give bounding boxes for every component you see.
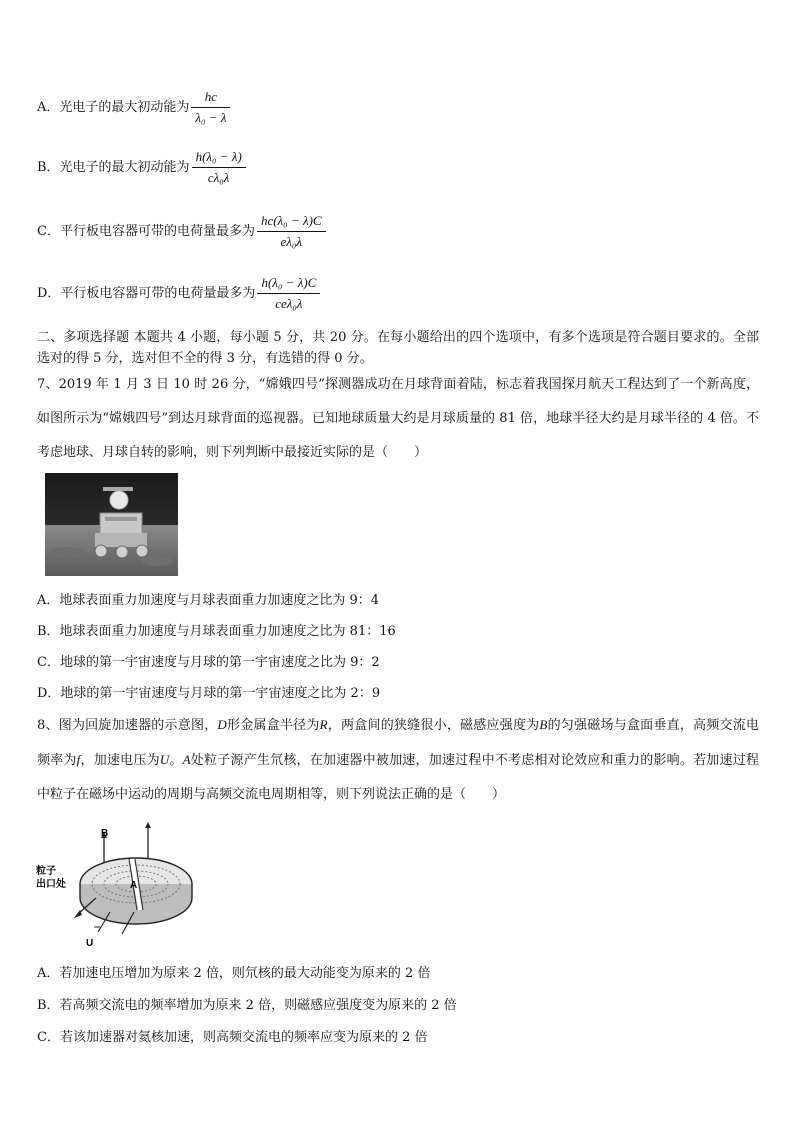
denominator: λ₀ − λ (195, 110, 227, 125)
symbol-a: A (182, 752, 191, 767)
symbol-b: B (539, 717, 548, 732)
section-2-instructions: 二、多项选择题 本题共 4 小题，每小题 5 分，共 20 分。在每小题给出的四个选项中，有多个选项是符合题目要求的。全部选对的得 5 分，选对但不全的得 3 分，有选错的得 0 分。 (37, 330, 759, 366)
option-text: D．平行板电容器可带的电荷量最多为 (37, 285, 256, 301)
q8-option-a: A．若加速电压增加为原来 2 倍，则氘核的最大动能变为原来的 2 倍 (37, 966, 431, 981)
q7-option-c: C．地球的第一宇宙速度与月球的第一宇宙速度之比为 9：2 (37, 655, 380, 670)
denominator: cλ₀λ (207, 170, 230, 185)
denominator: eλ₀λ (280, 234, 303, 249)
stem-text: 8、图为回旋加速器的示意图， (37, 718, 218, 733)
label-exit-2: 出口处 (36, 879, 66, 890)
numerator: hc (204, 89, 218, 104)
cyclotron-diagram (36, 822, 196, 950)
q7-option-b: B．地球表面重力加速度与月球表面重力加速度之比为 81：16 (37, 624, 396, 639)
q6-option-d (37, 274, 320, 313)
fraction (191, 88, 230, 127)
label-b: B (101, 828, 109, 839)
numerator: h(λ₀ − λ) (195, 149, 242, 164)
fraction (257, 212, 326, 251)
question-7-stem: 7、2019 年 1 月 3 日 10 时 26 分，“嫦娥四号”探测器成功在月球背面着陆，标志着我国探月航天工程达到了一个新高度，如图所示为“嫦娥四号”到达月球背面的巡视器。已知地球质量大约是月球质量的 81 倍，地球半径大约是月球半径的 4 倍。不考虑地球、月球自转的影响，则下列判断中最接近实际的是（ ） (37, 377, 759, 460)
numerator: h(λ₀ − λ)C (261, 275, 317, 290)
symbol-u: U (159, 752, 170, 767)
label-exit-1: 粒子 (36, 866, 56, 877)
symbol-r: R (319, 717, 328, 732)
option-text: B．光电子的最大初动能为 (37, 159, 190, 175)
q8-option-c: C．若该加速器对氦核加速，则高频交流电的频率应变为原来的 2 倍 (37, 1030, 428, 1045)
numerator: hc(λ₀ − λ)C (260, 213, 322, 228)
q7-option-d: D．地球的第一宇宙速度与月球的第一宇宙速度之比为 2：9 (37, 686, 381, 701)
q8-option-b: B．若高频交流电的频率增加为原来 2 倍，则磁感应强度变为原来的 2 倍 (37, 998, 457, 1013)
stem-text: 处粒子源产生氘核，在加速器中被加速，加速过程中不考虑相对论效应和重力的影响。若加速过程中粒子在磁场中运动的周期与高频交流电周期相等，则下列说法正确的是（ ） (37, 753, 759, 802)
q6-option-b (37, 148, 246, 187)
symbol-f: f (76, 752, 81, 767)
fraction (192, 148, 246, 187)
option-text: C．平行板电容器可带的电荷量最多为 (37, 223, 255, 239)
symbol-d: D (217, 717, 227, 732)
stem-text: 。 (169, 753, 183, 768)
question-8-stem (37, 708, 759, 812)
lunar-rover-photo (45, 473, 178, 576)
stem-text: ，加速电压为 (80, 753, 160, 768)
label-a: A (130, 880, 138, 891)
q6-option-a (37, 88, 230, 127)
fraction (257, 274, 320, 313)
stem-text: 形金属盒半径为 (226, 718, 320, 733)
option-text: A．光电子的最大初动能为 (37, 99, 190, 115)
denominator: ceλ₀λ (275, 296, 303, 311)
label-u: U (86, 938, 94, 949)
q6-option-c (37, 212, 326, 251)
stem-text: 的匀强磁场与盒面垂直，高频交流电频率为 (37, 718, 759, 768)
q7-option-a: A．地球表面重力加速度与月球表面重力加速度之比为 9：4 (37, 593, 380, 608)
stem-text: ，两盒间的狭缝很小，磁感应强度为 (327, 718, 540, 733)
